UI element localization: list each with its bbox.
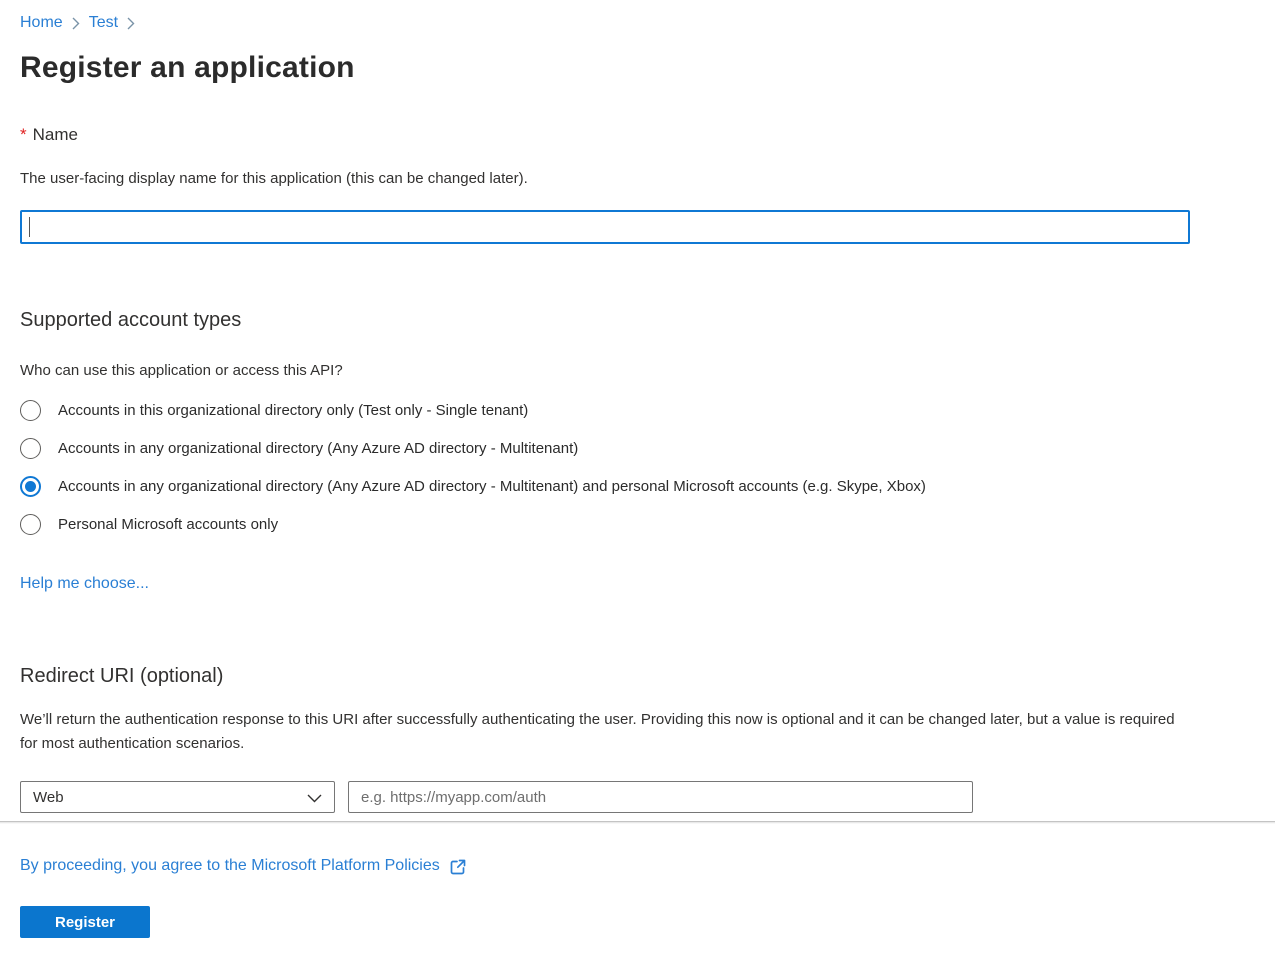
- breadcrumb: [20, 0, 1255, 32]
- account-type-option-label: Personal Microsoft accounts only: [58, 515, 279, 533]
- platform-policies-link-text: By proceeding, you agree to the Microsoft Platform Policies: [20, 857, 440, 874]
- name-field-label: * Name: [20, 125, 78, 144]
- radio-unselected-icon[interactable]: [20, 514, 41, 535]
- platform-policies-link[interactable]: [20, 856, 467, 876]
- account-type-option-label: Accounts in any organizational directory (Any Azure AD directory - Multitenant) and personal Microsoft accounts (e.g. Skype, Xbox): [58, 477, 926, 495]
- redirect-uri-description: We’ll return the authentication response to this URI after successfully authenticating the user. Providing this now is optional and it can be changed later, but a value is required for most authentication scenarios.: [20, 711, 1175, 752]
- open-in-new-window-icon: [449, 858, 467, 876]
- account-type-option[interactable]: [20, 429, 1255, 467]
- supported-account-types-heading: Supported account types: [20, 309, 242, 331]
- redirect-uri-heading: Redirect URI (optional): [20, 665, 224, 687]
- help-me-choose-link[interactable]: Help me choose...: [20, 575, 149, 592]
- redirect-uri-input[interactable]: [348, 781, 973, 813]
- required-asterisk: *: [20, 125, 27, 144]
- application-name-input[interactable]: [20, 210, 1190, 244]
- breadcrumb-link-home[interactable]: Home: [20, 14, 63, 31]
- chevron-right-icon: [72, 17, 80, 30]
- chevron-right-icon: [127, 17, 135, 30]
- account-type-radio-group: [20, 391, 1255, 543]
- account-types-question: Who can use this application or access this API?: [20, 362, 343, 379]
- radio-unselected-icon[interactable]: [20, 400, 41, 421]
- account-type-option-label: Accounts in this organizational directory only (Test only - Single tenant): [58, 401, 529, 419]
- account-type-option-label: Accounts in any organizational directory (Any Azure AD directory - Multitenant): [58, 439, 579, 457]
- breadcrumb-link-test[interactable]: Test: [88, 14, 119, 31]
- name-field-description: The user-facing display name for this application (this can be changed later).: [20, 170, 528, 187]
- register-button[interactable]: Register: [20, 906, 150, 938]
- chevron-down-icon: [307, 794, 322, 803]
- text-cursor: [29, 217, 30, 237]
- radio-selected-icon[interactable]: [20, 476, 41, 497]
- radio-unselected-icon[interactable]: [20, 438, 41, 459]
- page-title: Register an application: [20, 51, 355, 84]
- account-type-option[interactable]: [20, 505, 1255, 543]
- account-type-option[interactable]: [20, 391, 1255, 429]
- platform-type-dropdown[interactable]: [20, 781, 335, 813]
- platform-type-selected-value: Web: [33, 788, 64, 806]
- account-type-option[interactable]: [20, 467, 1255, 505]
